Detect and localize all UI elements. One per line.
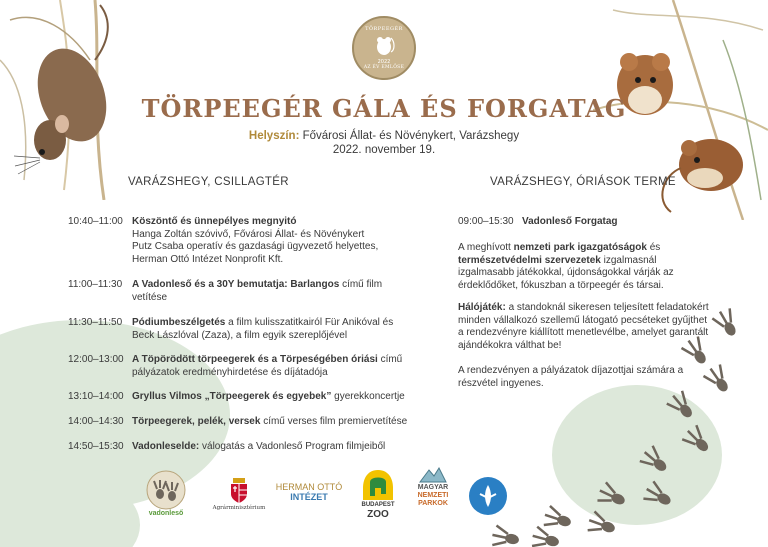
p1-bold-orgs: természetvédelmi szervezetek [458, 254, 601, 266]
schedule-time: 10:40–11:00 [68, 216, 123, 227]
right-schedule-time: 09:00–15:30 [458, 216, 514, 227]
schedule-text: gyerekkoncertje [331, 391, 405, 402]
schedule-item [68, 416, 458, 429]
schedule-title: A Töpörödött törpeegerek és a Törpeségében óriási [132, 354, 378, 365]
schedule-time: 11:30–11:50 [68, 317, 123, 328]
schedule-text: válogatás a Vadonleső Program filmjeiből [199, 441, 386, 452]
badge-top-text: TÖRPEEGÉR [365, 26, 403, 32]
schedule-title: Pódiumbeszélgetés [132, 317, 226, 328]
vadonleso-paw-icon [146, 470, 186, 510]
bird-icon [468, 476, 508, 516]
zoo-line2: ZOO [367, 509, 389, 520]
parks-line2: NEMZETI [417, 492, 449, 499]
schedule-text: című [377, 354, 403, 365]
hoi-line1: HERMAN OTTÓ [275, 482, 343, 492]
bird-organization-logo [466, 476, 510, 516]
mountain-icon [418, 466, 448, 484]
schedule-time: 14:50–15:30 [68, 441, 124, 452]
mouse-icon [371, 32, 397, 58]
herman-otto-intezet-logo [274, 482, 344, 502]
event-title: TÖRPEEGÉR GÁLA ÉS FORGATAG [141, 94, 627, 123]
p1-text-d: izgalmasnál izgalmasabb játékokkal, újdonságokkal várják az érdeklődőket, fókuszban a törpeegér és társai. [458, 254, 674, 291]
right-paragraph-3: A rendezvényen a pályázatok díjazottjai számára a részvétel ingyenes. [458, 365, 684, 389]
budapest-zoo-logo [354, 468, 402, 520]
schedule-time: 13:10–14:00 [68, 391, 124, 402]
schedule-time: 14:00–14:30 [68, 416, 124, 427]
schedule-item [68, 317, 458, 342]
schedule-text: című verses film premiervetítése [260, 416, 408, 427]
schedule-title: A Vadonleső és a 30Y bemutatja: Barlangos [132, 279, 340, 290]
schedule-item [68, 354, 458, 379]
p2-bold-game: Hálójáték: [458, 302, 506, 313]
right-schedule-item [458, 216, 710, 229]
elephant-icon [360, 468, 396, 502]
p1-text-c: és [646, 242, 661, 253]
schedule-time: 11:00–11:30 [68, 279, 123, 290]
schedule-title: Vadonleselde: [132, 441, 200, 452]
p2-text: a standoknál sikeresen teljesített feladatokért minden vállalkozó szellemű látogató pecséteket gyűjthet a rendezvényre kiállított menetlevélbe, amelyet garantált ajándékokra válthat be! [458, 302, 709, 351]
hungary-coat-of-arms-icon [230, 478, 248, 504]
vadonleso-logo [142, 470, 190, 518]
schedule-line: Herman Ottó Intézet Nonprofit Kft. [132, 253, 284, 265]
schedule-item [68, 441, 458, 454]
schedule-title: Köszöntő és ünnepélyes megnyitó [132, 216, 297, 227]
vadonleso-caption: vadonleső [148, 510, 184, 517]
venue-label: Helyszín: [248, 130, 300, 142]
parks-line3: PARKOK [418, 500, 448, 507]
schedule-title: Gryllus Vilmos „Törpeegerek és egyebek” [132, 391, 332, 402]
schedule-text: a film kulisszatitkairól Für Anikóval és [225, 317, 394, 328]
venue-line [0, 130, 768, 142]
schedule-time: 12:00–13:00 [68, 354, 124, 365]
schedule-item [68, 391, 458, 404]
schedule-item [68, 216, 458, 266]
schedule-title: Törpeegerek, pelék, versek [132, 416, 261, 427]
schedule-line: Hanga Zoltán szóvivő, Fővárosi Állat- és Növénykert [132, 228, 365, 240]
p1-text-a: A meghívott [458, 242, 514, 253]
p1-bold-parks: nemzeti park igazgatóságok [513, 242, 647, 253]
magyar-nemzeti-parkok-logo [406, 466, 460, 508]
event-date: 2022. november 19. [332, 144, 436, 156]
badge-year: 2022 [377, 59, 391, 65]
schedule-line: pályázatok eredményhirdetése és díjátadója [132, 366, 328, 378]
schedule-text: című film [339, 279, 383, 290]
zoo-line1: BUDAPEST [361, 502, 395, 508]
schedule-line: vetítése [132, 291, 168, 303]
hoi-line2: INTÉZET [290, 492, 328, 502]
right-paragraph-2 [458, 302, 710, 352]
year-mammal-badge [352, 16, 416, 80]
badge-bottom-text: AZ ÉV EMLŐSE [363, 65, 405, 70]
ministry-logo [206, 478, 272, 512]
ministry-caption: Agrárminisztérium [212, 505, 266, 511]
schedule-item [68, 279, 458, 304]
schedule-line: Beck Lászlóval (Zaza), a film egyik szereplőjével [132, 329, 348, 341]
parks-line1: MAGYAR [417, 484, 449, 491]
venue-text: Fővárosi Állat- és Növénykert, Varázshegy [302, 130, 520, 142]
right-column-heading: VARÁZSHEGY, ÓRIÁSOK TERME [490, 176, 676, 188]
right-paragraph-1 [458, 242, 710, 292]
schedule-line: Putz Csaba operatív és gazdasági ügyvezető helyettes, [132, 241, 379, 253]
left-column-heading: VARÁZSHEGY, CSILLAGTÉR [128, 176, 289, 188]
right-schedule-title: Vadonleső Forgatag [521, 216, 618, 227]
